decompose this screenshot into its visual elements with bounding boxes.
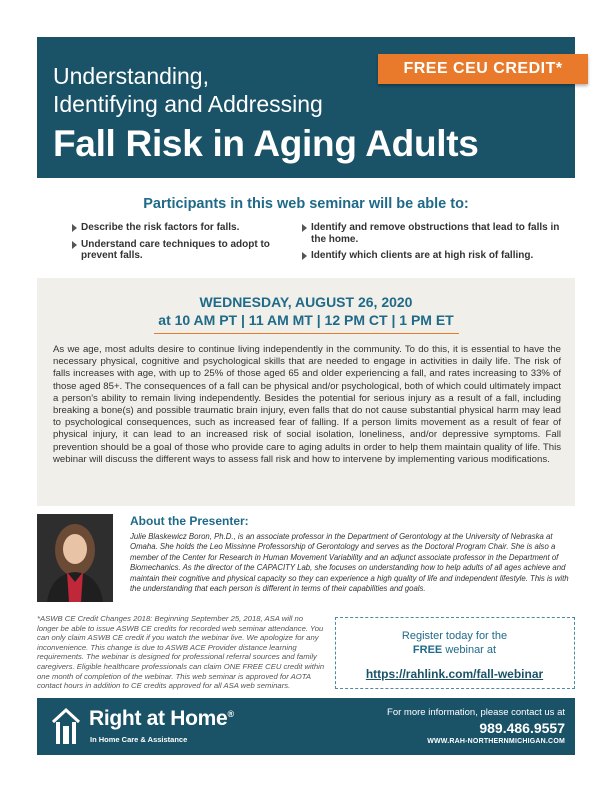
free-ceu-badge: FREE CEU CREDIT* [378, 54, 588, 84]
register-text-rest: webinar at [442, 644, 497, 656]
presenter-heading: About the Presenter: [130, 514, 249, 528]
objective-text: Describe the risk factors for falls. [81, 222, 240, 233]
objectives-heading: Participants in this web seminar will be able to: [143, 196, 469, 212]
subtitle-line-1: Understanding, [53, 63, 209, 89]
bullet-arrow-icon [302, 252, 307, 260]
subtitle-line-2: Identifying and Addressing [53, 91, 323, 117]
objective-item [302, 222, 562, 245]
objective-item [72, 222, 287, 234]
presenter-photo [37, 514, 113, 602]
objectives-left-column [72, 222, 287, 267]
bullet-arrow-icon [72, 224, 77, 232]
event-description: As we age, most adults desire to continue living independently in the community. To do this, it is essential to have the necessary physical, cognitive and psychological skills that are needed to engage in activities in daily life. The risk of falls increases with age, with up to 25% of those aged 65 and older experiencing a fall, and rates increasing to 33% of those aged 85+. The consequences of a fall can be physical and/or psychological, both of which could ultimately impact a person's ability to remain living independently. Besides the potential for serious injury as a result of a fall, including breaking a bone(s) and possible traumatic brain injury, even falls that do not cause substantial physical harm may lead to psychological consequences, such as increased fear of falling. If a person limits movement as a result of fear of physical injury, it can lead to an increased risk of social isolation, loneliness, and/or depressive symptoms. Fall prevention should be a goal of those who provide care to aging adults in order to help them maintain quality of life. This webinar will discuss the different ways to assess fall risk and how to intervene by implementing various modifications. [53, 344, 561, 465]
event-panel [37, 278, 575, 506]
objective-text: Identify and remove obstructions that lead to falls in the home. [311, 222, 560, 245]
bullet-arrow-icon [72, 241, 77, 249]
free-label: FREE [412, 644, 443, 656]
objective-item [302, 250, 562, 262]
objective-text: Identify which clients are at high risk of falling. [311, 250, 534, 261]
objective-text: Understand care techniques to adopt to prevent falls. [81, 238, 270, 261]
contact-phone[interactable]: 989.486.9557 [479, 720, 565, 736]
contact-text: For more information, please contact us at [387, 707, 565, 718]
webinar-link[interactable]: https://rahlink.com/fall-webinar [365, 667, 544, 681]
bullet-arrow-icon [302, 224, 307, 232]
house-logo-icon [51, 706, 81, 746]
aswb-disclaimer: *ASWB CE Credit Changes 2018: Beginning September 25, 2018, ASA will no longer be able to issue ASWB CE credits for recorded web seminar attendance. You can only claim ASWB CE credit if you watch the webinar live. We apologize for any inconvenience. This change is due to ASWB ACE Provider distance learning requirements. The webinar is designed for professional referral sources and family caregivers. Eligible healthcare professionals can claim ONE FREE CEU credit within one month of completion of the webinar. This web seminar is approved for AOTA contact hours in addition to CE credits approved for all ASA web seminars. [37, 614, 325, 691]
page-title: Fall Risk in Aging Adults [53, 123, 479, 164]
registered-mark: ® [227, 709, 234, 719]
presenter-bio: Julie Blaskewicz Boron, Ph.D., is an associate professor in the Department of Gerontology at the University of Nebraska at Omaha. She holds the Leo Missinne Professorship of Gerontology and serves as the Doctoral Program Chair. She is also a member of the Center for Research in Human Movement Variability and an adjunct associate professor in the Department of Biomechanics. As the director of the CAPACITY Lab, she focuses on understanding how to help adults of all ages achieve and maintain their cognitive and physical capacity so they can experience a high quality of life and independent lifestyle. This is with the understanding that each person is different in terms of their capabilities and goals. [130, 532, 569, 594]
event-time: at 10 AM PT | 11 AM MT | 12 PM CT | 1 PM ET [158, 312, 454, 328]
contact-website[interactable]: WWW.RAH-NORTHERNMICHIGAN.COM [427, 738, 565, 745]
register-text-free [336, 644, 573, 656]
brand-name-text: Right at Home [89, 707, 228, 730]
event-date: WEDNESDAY, AUGUST 26, 2020 [199, 294, 413, 310]
register-box [335, 617, 575, 689]
presenter-portrait-icon [37, 514, 113, 602]
brand-name [89, 707, 234, 731]
brand-tagline: In Home Care & Assistance [90, 735, 188, 744]
objective-item [72, 239, 287, 262]
footer-bar [37, 698, 575, 755]
register-text: Register today for the [401, 630, 508, 642]
divider [154, 333, 459, 334]
objectives-right-column [302, 222, 562, 267]
